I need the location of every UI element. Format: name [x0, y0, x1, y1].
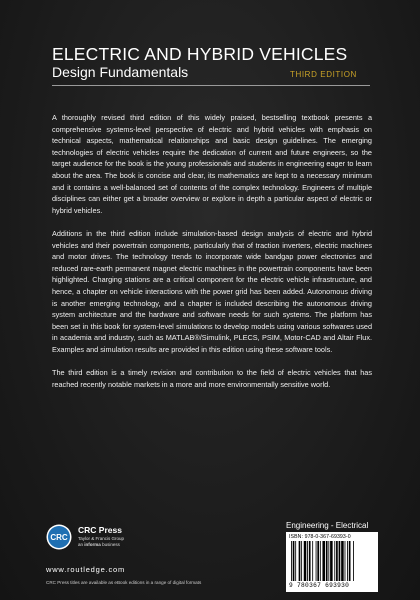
ebook-note: CRC Press titles are available as eBook editions in a range of digital formats	[46, 580, 202, 585]
barcode-bar	[312, 541, 313, 581]
blurb-paragraph-1: A thoroughly revised third edition of this widely praised, bestselling textbook presents a comprehensive systems-level perspective of electric and hybrid vehicles with emphasis on technical aspects, mathematical relationships and basic design guidelines. The emerging technologies of electric vehicles require the dedication of current and future engineers, so the target audience for the book is the young professionals and students in engineering eager to learn about the area. The book is concise and clear, its mathematics are kept to a necessary minimum and it contains a well-balanced set of contents of the complex technology. Engineers of multiple disciplines can either get a broader overview or explore in depth a particular aspect of electric or hybrid vehicles.	[52, 113, 372, 215]
business-prefix: an	[78, 542, 84, 547]
blurb-paragraph-3: The third edition is a timely revision and contribution to the field of electric vehicles that has reached recently notable markets in a more and more environmentally sensitive world.	[52, 368, 372, 389]
business-brand: informa	[84, 542, 101, 547]
barcode-bar	[317, 541, 319, 581]
business-suffix: business	[102, 542, 120, 547]
edition-label: THIRD EDITION	[290, 70, 357, 79]
crc-logo-text: CRC	[50, 533, 68, 542]
barcode-bar	[345, 541, 346, 581]
book-subtitle: Design Fundamentals	[52, 64, 189, 80]
barcode-bar	[301, 541, 302, 581]
blurb	[52, 112, 372, 390]
publisher-url[interactable]: www.routledge.com	[46, 565, 126, 574]
barcode-bar	[347, 541, 348, 581]
crc-logo-icon	[46, 524, 72, 550]
barcode-icon	[289, 541, 375, 583]
barcode-bar	[320, 541, 321, 581]
barcode-bar	[326, 541, 328, 581]
barcode-bar	[309, 541, 311, 581]
book-title: ELECTRIC AND HYBRID VEHICLES	[52, 44, 348, 64]
barcode-bar	[307, 541, 308, 581]
barcode-bar	[293, 541, 295, 581]
barcode-bar	[330, 541, 333, 581]
barcode-number: 9 780367 693930	[289, 582, 350, 589]
barcode-bar	[295, 541, 296, 581]
barcode-bar	[353, 541, 354, 581]
publisher-logo	[46, 524, 176, 564]
barcode-bar	[349, 541, 351, 581]
barcode-bar	[328, 541, 329, 581]
barcode-panel	[286, 532, 378, 592]
barcode-bar	[336, 541, 338, 581]
blurb-paragraph-2: Additions in the third edition include simulation-based design analysis of electric and hybrid vehicles and their powertrain components, particularly that of traction inverters, electric machines and motor drives. The technology trends to incorporate wide bandgap power electronics and reduced rare-earth permanent magnet electric machines in the powertrain components have been highlighted. Charging stations are a critical component for the electric vehicle infrastructure, and hence, a chapter on vehicle interactions with the power grid has been added. Autonomous driving is another emerging technology, and a chapter is included describing the autonomous driving system architecture and the hardware and software needs for such systems. The platform has been set in this book for system-level simulations to develop models using various softwares used in academia and industry, such as MATLAB®/Simulink, PLECS, PSIM, Motor-CAD and Altair Flux. Examples and simulation results are provided in this edition using these software tools.	[52, 228, 372, 354]
title-divider	[52, 85, 370, 86]
barcode-bar	[341, 541, 344, 581]
publisher-business	[78, 542, 120, 547]
barcode-bar	[304, 541, 307, 581]
barcode-bar	[291, 541, 292, 581]
publisher-group: Taylor & Francis Group	[78, 536, 125, 541]
publisher-name: CRC Press	[78, 525, 122, 535]
barcode-bar	[299, 541, 301, 581]
barcode-bar	[322, 541, 325, 581]
barcode-bar	[334, 541, 335, 581]
barcode-bar	[339, 541, 341, 581]
barcode-bar	[316, 541, 317, 581]
subject-category: Engineering - Electrical	[286, 521, 369, 530]
isbn-label: ISBN: 978-0-367-69393-0	[289, 534, 351, 540]
